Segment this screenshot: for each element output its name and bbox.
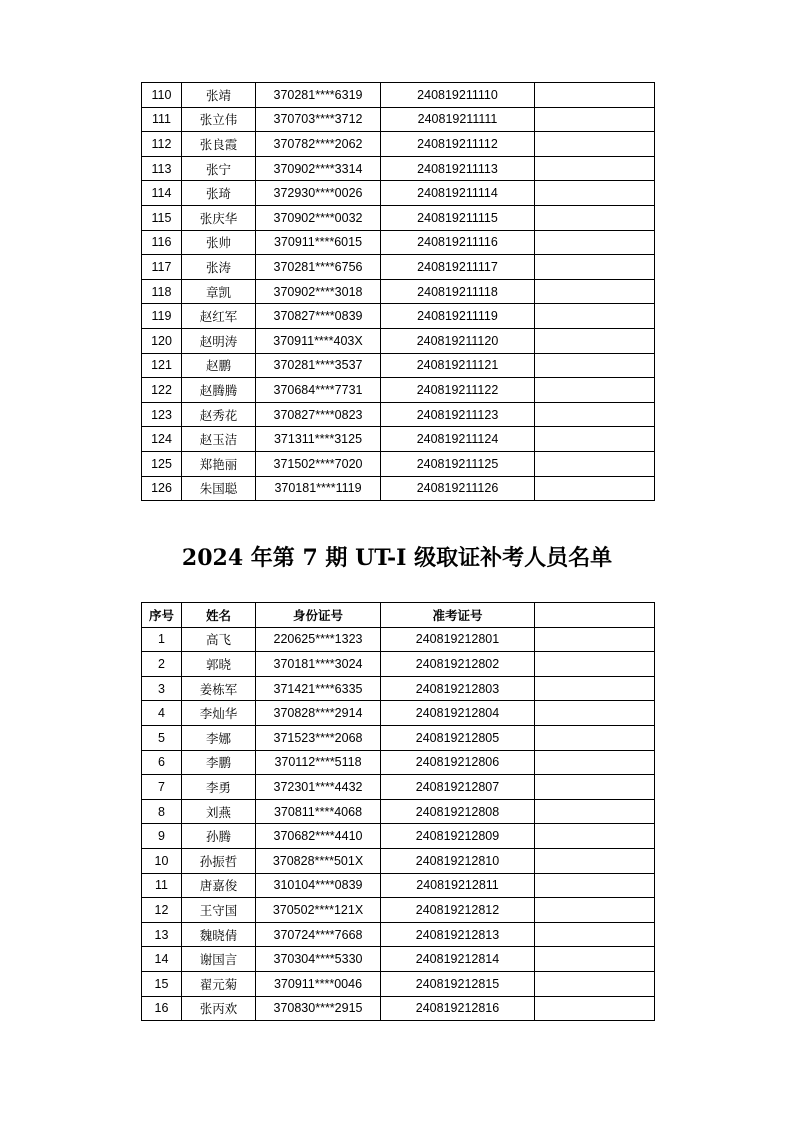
cell-serial-number: 117 [142, 255, 182, 280]
table-body [142, 627, 655, 1021]
cell-blank [535, 947, 655, 972]
cell-id-number: 370682****4410 [256, 824, 381, 849]
cell-id-number: 370281****6756 [256, 255, 381, 280]
cell-name: 姜栋军 [182, 676, 256, 701]
cell-id-number: 370811****4068 [256, 799, 381, 824]
cell-serial-number: 121 [142, 353, 182, 378]
cell-exam-number: 240819211122 [381, 378, 535, 403]
cell-id-number: 370112****5118 [256, 750, 381, 775]
cell-serial-number: 14 [142, 947, 182, 972]
cell-exam-number: 240819211113 [381, 156, 535, 181]
cell-name: 翟元菊 [182, 971, 256, 996]
table-row [142, 230, 655, 255]
cell-id-number: 370684****7731 [256, 378, 381, 403]
cell-id-number: 370281****6319 [256, 83, 381, 108]
cell-id-number: 370782****2062 [256, 132, 381, 157]
cell-blank [535, 873, 655, 898]
cell-exam-number: 240819212815 [381, 971, 535, 996]
cell-id-number: 371311****3125 [256, 427, 381, 452]
header-name: 姓名 [182, 603, 256, 628]
table-row [142, 824, 655, 849]
cell-serial-number: 119 [142, 304, 182, 329]
cell-name: 赵明涛 [182, 328, 256, 353]
cell-exam-number: 240819212813 [381, 922, 535, 947]
cell-serial-number: 113 [142, 156, 182, 181]
cell-name: 赵玉洁 [182, 427, 256, 452]
cell-exam-number: 240819212810 [381, 848, 535, 873]
cell-exam-number: 240819212806 [381, 750, 535, 775]
table-row [142, 279, 655, 304]
cell-exam-number: 240819211115 [381, 205, 535, 230]
cell-id-number: 370902****3314 [256, 156, 381, 181]
cell-blank [535, 848, 655, 873]
cell-blank [535, 971, 655, 996]
table-row [142, 652, 655, 677]
cell-id-number: 372930****0026 [256, 181, 381, 206]
cell-serial-number: 118 [142, 279, 182, 304]
table-row [142, 627, 655, 652]
cell-blank [535, 476, 655, 501]
cell-id-number: 370828****501X [256, 848, 381, 873]
cell-blank [535, 181, 655, 206]
table-body [142, 83, 655, 501]
cell-serial-number: 110 [142, 83, 182, 108]
cell-id-number: 371421****6335 [256, 676, 381, 701]
cell-name: 张立伟 [182, 107, 256, 132]
table-row [142, 205, 655, 230]
cell-serial-number: 123 [142, 402, 182, 427]
table-row [142, 996, 655, 1021]
cell-blank [535, 922, 655, 947]
cell-name: 赵腾腾 [182, 378, 256, 403]
cell-serial-number: 8 [142, 799, 182, 824]
cell-blank [535, 304, 655, 329]
cell-blank [535, 725, 655, 750]
cell-name: 李鹏 [182, 750, 256, 775]
table-row [142, 328, 655, 353]
cell-exam-number: 240819211114 [381, 181, 535, 206]
cell-serial-number: 114 [142, 181, 182, 206]
cell-id-number: 370911****0046 [256, 971, 381, 996]
cell-blank [535, 898, 655, 923]
cell-exam-number: 240819212807 [381, 775, 535, 800]
header-exam-number: 准考证号 [381, 603, 535, 628]
cell-id-number: 370304****5330 [256, 947, 381, 972]
table-row [142, 799, 655, 824]
table-row [142, 107, 655, 132]
cell-blank [535, 230, 655, 255]
cell-exam-number: 240819212805 [381, 725, 535, 750]
cell-serial-number: 16 [142, 996, 182, 1021]
cell-exam-number: 240819211125 [381, 451, 535, 476]
cell-exam-number: 240819212816 [381, 996, 535, 1021]
cell-serial-number: 10 [142, 848, 182, 873]
candidate-table-makeup-exam [141, 602, 655, 1021]
cell-blank [535, 328, 655, 353]
cell-blank [535, 750, 655, 775]
table-row [142, 971, 655, 996]
cell-exam-number: 240819212809 [381, 824, 535, 849]
cell-id-number: 370828****2914 [256, 701, 381, 726]
cell-blank [535, 402, 655, 427]
table-header-row [142, 603, 655, 628]
cell-id-number: 370724****7668 [256, 922, 381, 947]
cell-name: 赵鹏 [182, 353, 256, 378]
cell-name: 唐嘉俊 [182, 873, 256, 898]
header-serial-number: 序号 [142, 603, 182, 628]
cell-blank [535, 799, 655, 824]
cell-name: 张靖 [182, 83, 256, 108]
cell-exam-number: 240819211116 [381, 230, 535, 255]
table-row [142, 676, 655, 701]
cell-serial-number: 2 [142, 652, 182, 677]
cell-id-number: 370703****3712 [256, 107, 381, 132]
cell-name: 郭晓 [182, 652, 256, 677]
cell-name: 李娜 [182, 725, 256, 750]
candidate-table-continued [141, 82, 655, 501]
table-row [142, 848, 655, 873]
cell-serial-number: 112 [142, 132, 182, 157]
table-row [142, 873, 655, 898]
cell-serial-number: 4 [142, 701, 182, 726]
cell-serial-number: 116 [142, 230, 182, 255]
table-row [142, 451, 655, 476]
cell-name: 张帅 [182, 230, 256, 255]
cell-blank [535, 451, 655, 476]
table-row [142, 402, 655, 427]
table-row [142, 725, 655, 750]
header-id-number: 身份证号 [256, 603, 381, 628]
cell-blank [535, 676, 655, 701]
cell-blank [535, 627, 655, 652]
table-row [142, 427, 655, 452]
cell-name: 郑艳丽 [182, 451, 256, 476]
cell-blank [535, 996, 655, 1021]
cell-id-number: 370827****0823 [256, 402, 381, 427]
cell-exam-number: 240819212801 [381, 627, 535, 652]
cell-blank [535, 156, 655, 181]
cell-blank [535, 701, 655, 726]
cell-serial-number: 5 [142, 725, 182, 750]
table-row [142, 378, 655, 403]
cell-serial-number: 126 [142, 476, 182, 501]
cell-serial-number: 13 [142, 922, 182, 947]
cell-id-number: 372301****4432 [256, 775, 381, 800]
table-row [142, 181, 655, 206]
cell-exam-number: 240819211112 [381, 132, 535, 157]
cell-exam-number: 240819211124 [381, 427, 535, 452]
table-row [142, 83, 655, 108]
cell-id-number: 370902****3018 [256, 279, 381, 304]
cell-name: 李灿华 [182, 701, 256, 726]
cell-serial-number: 125 [142, 451, 182, 476]
cell-exam-number: 240819212814 [381, 947, 535, 972]
cell-exam-number: 240819212808 [381, 799, 535, 824]
cell-serial-number: 124 [142, 427, 182, 452]
cell-blank [535, 205, 655, 230]
table-row [142, 922, 655, 947]
cell-id-number: 370502****121X [256, 898, 381, 923]
cell-id-number: 220625****1323 [256, 627, 381, 652]
cell-exam-number: 240819211121 [381, 353, 535, 378]
cell-name: 孙腾 [182, 824, 256, 849]
cell-exam-number: 240819211123 [381, 402, 535, 427]
cell-exam-number: 240819212812 [381, 898, 535, 923]
cell-serial-number: 11 [142, 873, 182, 898]
cell-blank [535, 255, 655, 280]
cell-name: 张庆华 [182, 205, 256, 230]
cell-exam-number: 240819211120 [381, 328, 535, 353]
cell-blank [535, 652, 655, 677]
cell-name: 朱国聪 [182, 476, 256, 501]
cell-serial-number: 115 [142, 205, 182, 230]
table-row [142, 750, 655, 775]
cell-exam-number: 240819212802 [381, 652, 535, 677]
cell-serial-number: 15 [142, 971, 182, 996]
table-row [142, 304, 655, 329]
cell-exam-number: 240819212811 [381, 873, 535, 898]
table-row [142, 898, 655, 923]
table-row [142, 701, 655, 726]
cell-id-number: 371502****7020 [256, 451, 381, 476]
cell-exam-number: 240819212804 [381, 701, 535, 726]
cell-exam-number: 240819211110 [381, 83, 535, 108]
cell-name: 赵秀花 [182, 402, 256, 427]
cell-id-number: 370830****2915 [256, 996, 381, 1021]
cell-exam-number: 240819211117 [381, 255, 535, 280]
cell-serial-number: 7 [142, 775, 182, 800]
cell-blank [535, 775, 655, 800]
cell-id-number: 370181****1119 [256, 476, 381, 501]
cell-serial-number: 111 [142, 107, 182, 132]
cell-name: 李勇 [182, 775, 256, 800]
cell-blank [535, 427, 655, 452]
cell-blank [535, 132, 655, 157]
cell-name: 张宁 [182, 156, 256, 181]
cell-serial-number: 9 [142, 824, 182, 849]
table-row [142, 947, 655, 972]
header-blank [535, 603, 655, 628]
cell-exam-number: 240819211111 [381, 107, 535, 132]
cell-exam-number: 240819211126 [381, 476, 535, 501]
cell-serial-number: 122 [142, 378, 182, 403]
cell-blank [535, 279, 655, 304]
table-row [142, 476, 655, 501]
cell-name: 孙振哲 [182, 848, 256, 873]
cell-id-number: 371523****2068 [256, 725, 381, 750]
cell-name: 章凯 [182, 279, 256, 304]
cell-blank [535, 83, 655, 108]
cell-name: 王守国 [182, 898, 256, 923]
cell-blank [535, 824, 655, 849]
cell-name: 高飞 [182, 627, 256, 652]
cell-serial-number: 3 [142, 676, 182, 701]
cell-serial-number: 6 [142, 750, 182, 775]
table-row [142, 353, 655, 378]
cell-id-number: 370181****3024 [256, 652, 381, 677]
cell-id-number: 370827****0839 [256, 304, 381, 329]
cell-serial-number: 120 [142, 328, 182, 353]
cell-name: 张良霞 [182, 132, 256, 157]
cell-name: 赵红军 [182, 304, 256, 329]
cell-id-number: 310104****0839 [256, 873, 381, 898]
cell-id-number: 370281****3537 [256, 353, 381, 378]
cell-exam-number: 240819211118 [381, 279, 535, 304]
cell-blank [535, 107, 655, 132]
cell-blank [535, 353, 655, 378]
section-title: 2024 年第 7 期 UT-I 级取证补考人员名单 [181, 545, 613, 571]
cell-exam-number: 240819211119 [381, 304, 535, 329]
table-row [142, 132, 655, 157]
cell-id-number: 370911****6015 [256, 230, 381, 255]
table-row [142, 255, 655, 280]
cell-blank [535, 378, 655, 403]
cell-id-number: 370902****0032 [256, 205, 381, 230]
cell-exam-number: 240819212803 [381, 676, 535, 701]
cell-name: 魏晓倩 [182, 922, 256, 947]
cell-name: 张丙欢 [182, 996, 256, 1021]
table-row [142, 156, 655, 181]
cell-serial-number: 1 [142, 627, 182, 652]
cell-serial-number: 12 [142, 898, 182, 923]
cell-name: 刘燕 [182, 799, 256, 824]
cell-name: 张涛 [182, 255, 256, 280]
cell-name: 张琦 [182, 181, 256, 206]
cell-name: 谢国言 [182, 947, 256, 972]
table-row [142, 775, 655, 800]
cell-id-number: 370911****403X [256, 328, 381, 353]
